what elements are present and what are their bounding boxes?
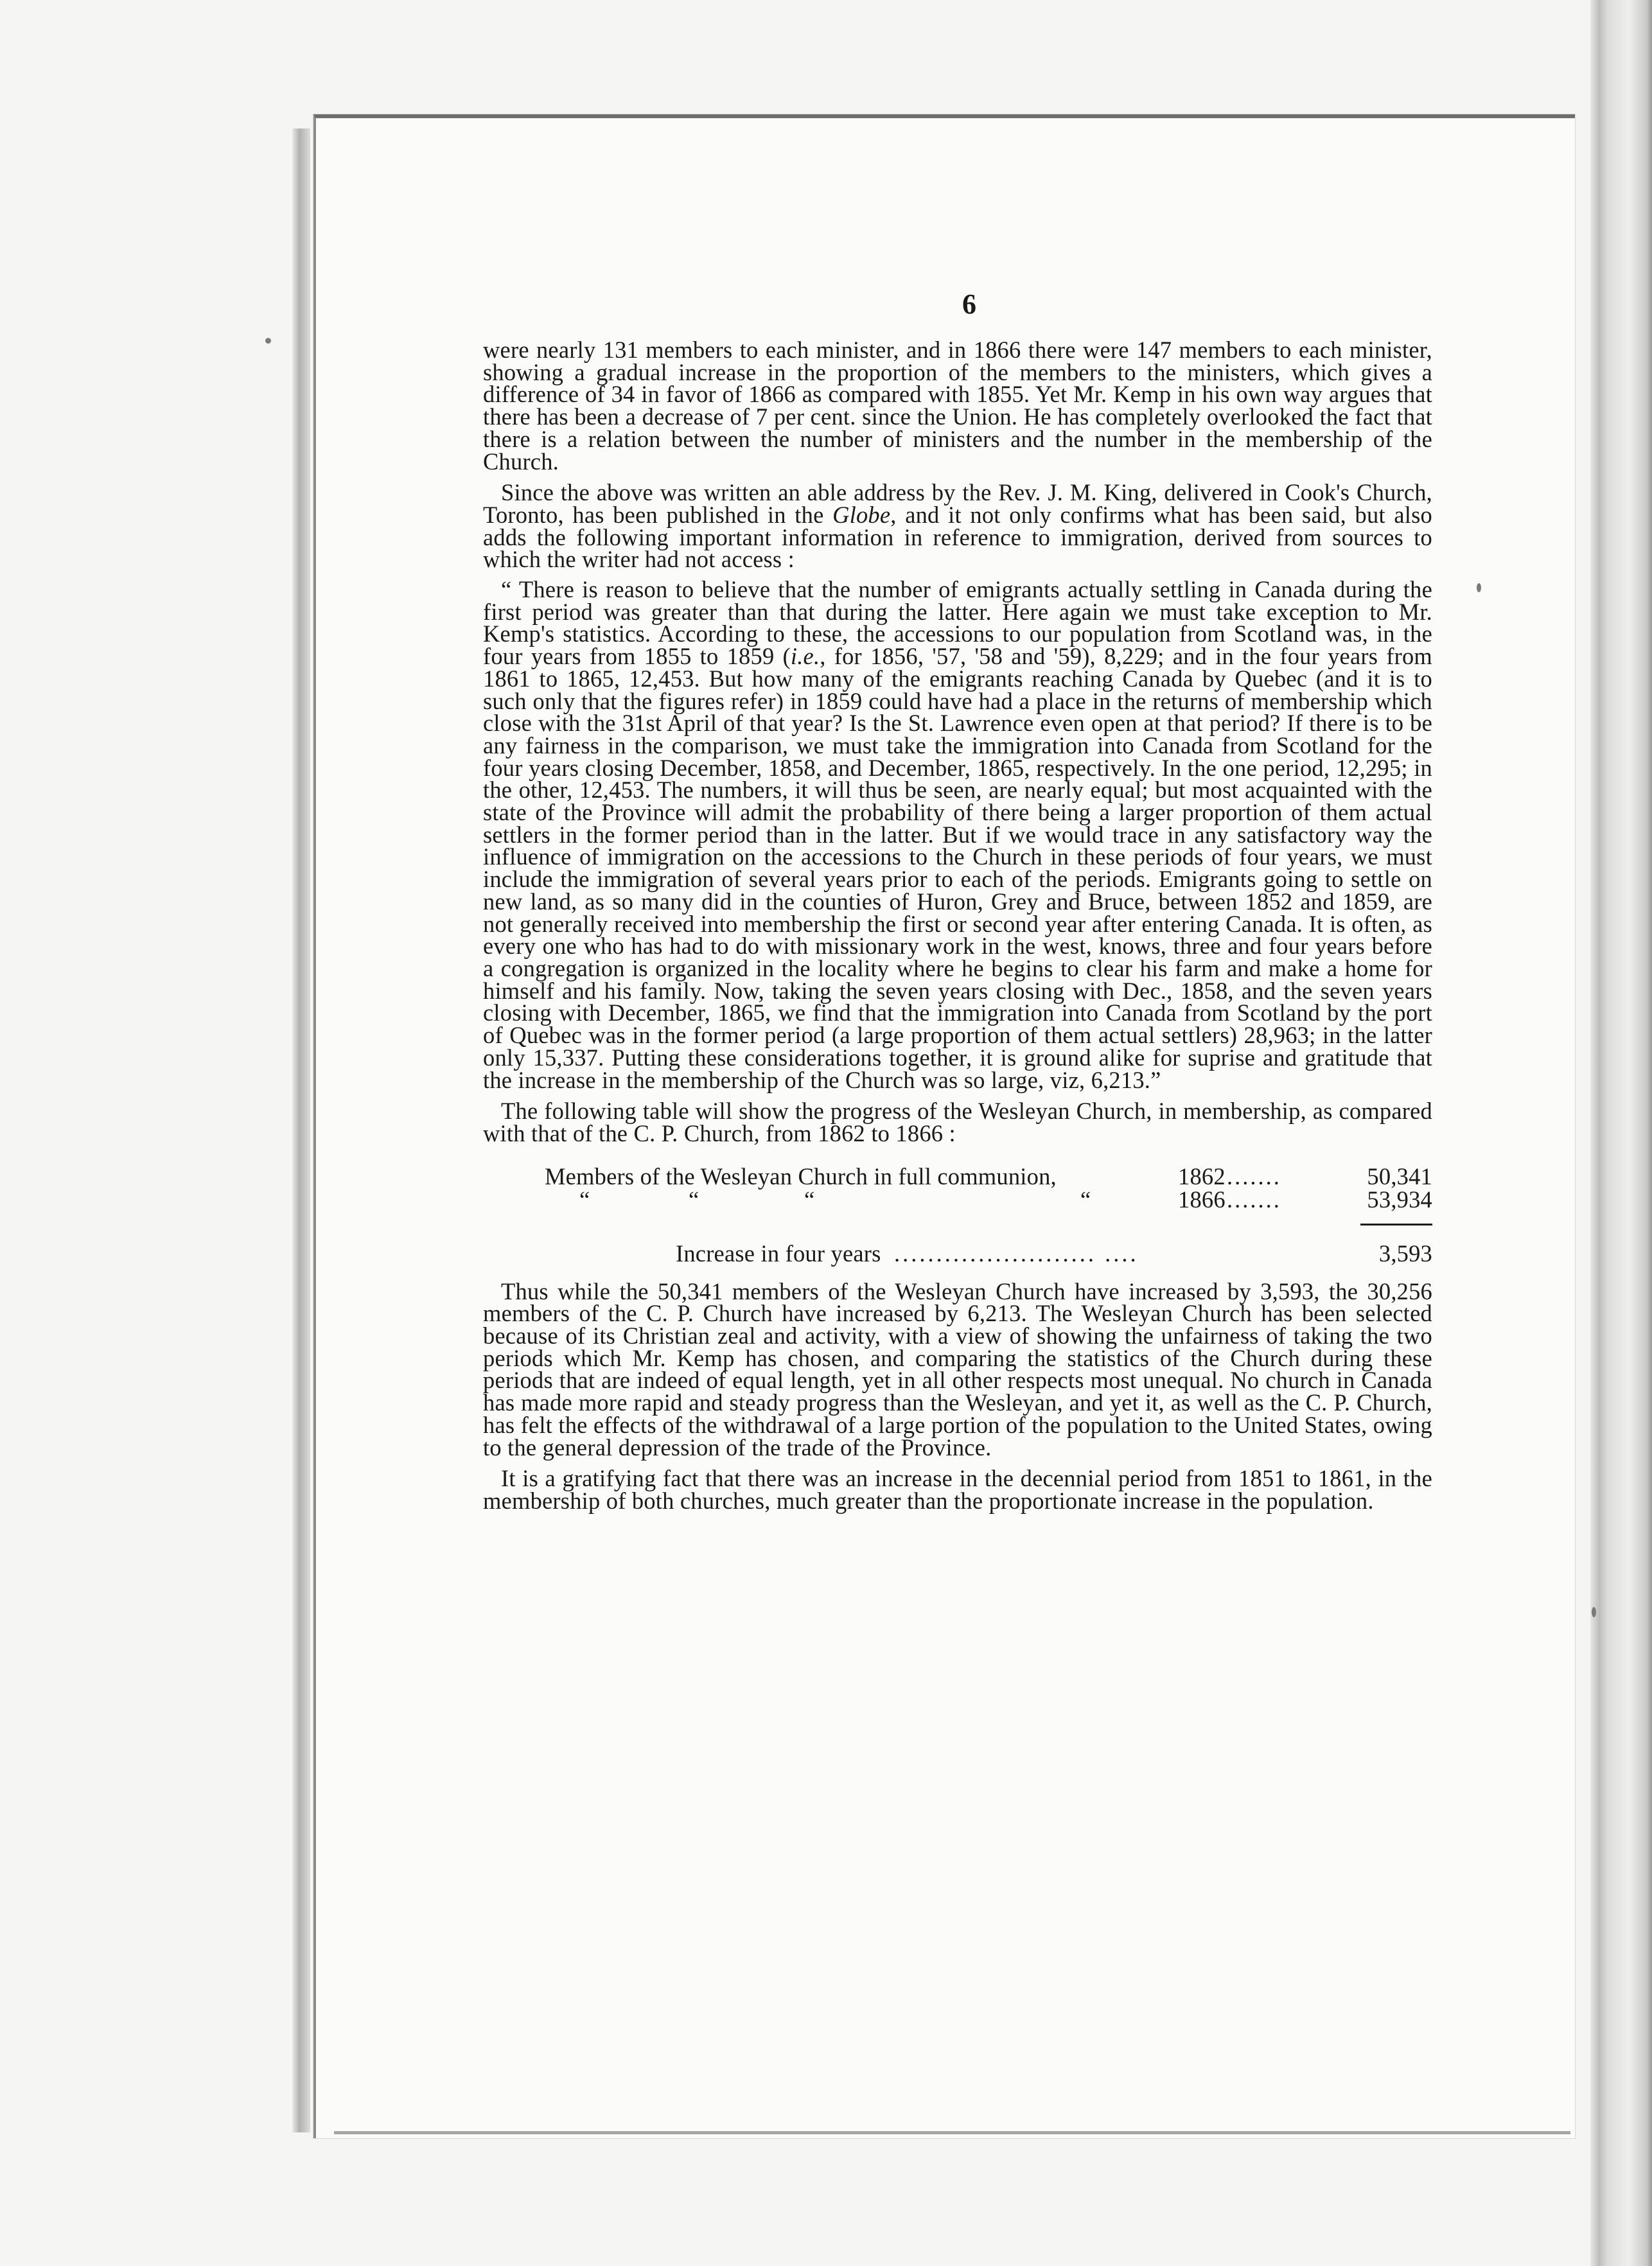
membership-table <box>483 1159 1432 1272</box>
leader-dots: ....... <box>1227 1163 1281 1190</box>
paragraph-conclusion: It is a gratifying fact that there was an increase in the decennial period from 1851 to 1861, in the membership of both churches, much greater than the proportionate increase in the population. <box>483 1465 1432 1514</box>
page-body <box>483 276 1432 1513</box>
newspaper-title: Globe <box>832 501 891 528</box>
leader-dots: ....... <box>1227 1186 1281 1213</box>
ditto-mark: “ <box>1080 1186 1091 1213</box>
page-shadow <box>292 128 310 2132</box>
leader-dots: ........................ .... <box>894 1240 1139 1267</box>
scan-speck <box>1477 583 1481 592</box>
paragraph-king-address <box>483 479 1432 573</box>
paragraph-comparison: Thus while the 50,341 members of the Wesleyan Church have increased by 3,593, the 30,256 members of the C. P. Church have increased by 6,213. The Wesleyan Church has been selected because of its Christian zeal and activity, with a view of showing the unfairness of taking the two periods which Mr. Kemp has chosen, and comparing the statistics of the Church during these periods that are indeed of equal length, yet in all other respects most unequal. No church in Canada has made more rapid and steady progress than the Wesleyan, and yet it, as well as the C. P. Church, has felt the effects of the withdrawal of a large portion of the population to the United States, owing to the general depression of the trade of the Province. <box>483 1278 1432 1461</box>
page-bottom-edge <box>334 2131 1570 2134</box>
ditto-mark: “ <box>579 1186 590 1213</box>
table-total-row <box>483 1240 1432 1267</box>
quote-abbreviation: i.e. <box>790 643 820 670</box>
row-value: 50,341 <box>1367 1163 1432 1190</box>
row-label: Members of the Wesleyan Church in full communion, <box>545 1163 1057 1190</box>
scan-speck <box>1592 1607 1596 1617</box>
increase-label: Increase in four years <box>676 1240 881 1267</box>
row-value: 53,934 <box>1367 1186 1432 1213</box>
paragraph-table-intro: The following table will show the progress of the Wesleyan Church, in membership, as compared with that of the C. P. Church, from 1862 to 1866 : <box>483 1098 1432 1146</box>
table-row <box>483 1186 1432 1213</box>
row-year: 1866 <box>1178 1186 1226 1213</box>
sum-rule <box>1360 1224 1432 1225</box>
scan-speck <box>265 338 271 344</box>
ditto-mark: “ <box>804 1186 815 1213</box>
ditto-mark: “ <box>689 1186 699 1213</box>
paragraph-continuation: were nearly 131 members to each minister, and in 1866 there were 147 members to each minister, showing a gradual increase in the proportion of the members to the ministers, which gives a difference of 34 in favor of 1866 as compared with 1855. Yet Mr. Kemp in his own way argues that there has been a decrease of 7 per cent. since the Union. He has completely overlooked the fact that there is a relation between the number of ministers and the number in the membership of the Church. <box>483 337 1432 475</box>
quoted-passage <box>483 576 1432 1093</box>
quote-text: “ There is reason to believe that the number of emigrants actually settling in Canada during the first period was greater than that during the latter. Here again we must take exception to Mr. Kemp's statistics. According to these, the accessions to our population from Scotland was, in the four years from 1855 to 1859 ( <box>483 576 1432 670</box>
page-number: 6 <box>962 288 976 320</box>
paragraph-text: , and it not only confirms what has been said, but also adds the following important information in reference to immigration, derived from sources to which the writer had not access : <box>483 501 1432 573</box>
increase-value: 3,593 <box>1378 1240 1432 1267</box>
table-row <box>483 1163 1432 1190</box>
paragraph-text: Since the above was written an able address by the Rev. J. M. King, delivered in Cook's Church, Toronto, has been published in the <box>483 479 1432 528</box>
row-year: 1862 <box>1178 1163 1226 1190</box>
adjacent-page-edge <box>1590 0 1652 2266</box>
quote-text: , for 1856, '57, '58 and '59), 8,229; and in the four years from 1861 to 1865, 12,453. But how many of the emigrants reaching Canada by Quebec (and it is to such only that the figures refer) in 1859 could have had a place in the returns of membership which close with the 31st April of that year? Is the St. Lawrence even open at that period? If there is to be any fairness in the comparison, we must take the immigration into Canada from Scotland for the four years closing December, 1858, and December, 1865, respectively. In the one period, 12,295; in the other, 12,453. The numbers, it will thus be seen, are nearly equal; but most acquainted with the state of the Province will admit the probability of there being a larger proportion of them actual settlers in the former period than in the latter. But if we would trace in any satisfactory way the influence of immigration on the accessions to the Church in these periods of four years, we must include the immigration of several years prior to each of the periods. Emigrants going to settle on new land, as so many did in the counties of Huron, Grey and Bruce, between 1852 and 1859, are not generally received into membership the first or second year after entering Canada. It is often, as every one who has had to do with missionary work in the west, knows, three and four years before a congregation is organized in the locality where he begins to clear his farm and make a home for himself and his family. Now, taking the seven years closing with Dec., 1858, and the seven years closing with December, 1865, we find that the immigration into Canada from Scotland by the port of Quebec was in the former period (a large proportion of them actual settlers) 28,963; in the latter only 15,337. Putting these considerations together, it is ground alike for suprise and gratitude that the increase in the membership of the Church was so large, viz, 6,213.” <box>483 643 1432 1093</box>
